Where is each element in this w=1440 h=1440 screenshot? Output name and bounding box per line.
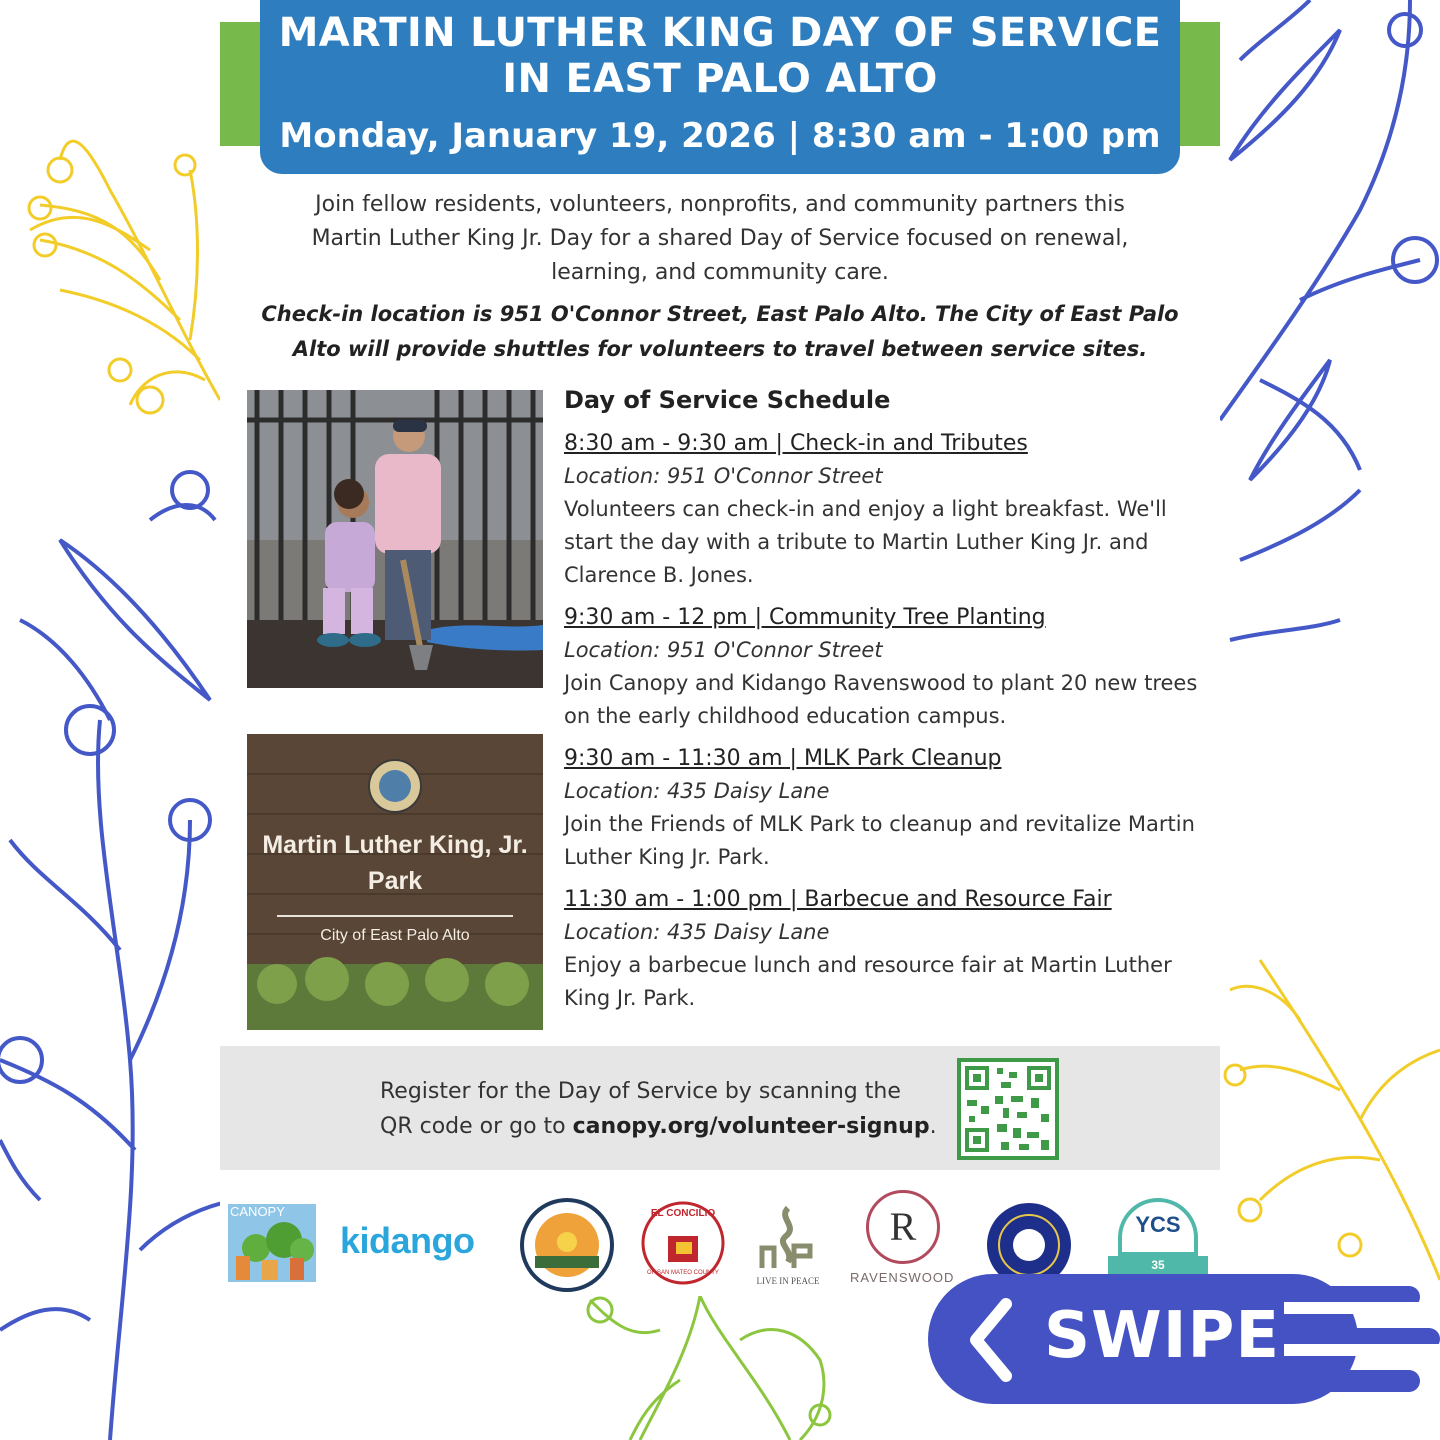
- schedule-section: [564, 382, 1204, 1015]
- park-sign-name-line1: Martin Luther King, Jr.: [262, 831, 528, 859]
- schedule-item: [564, 743, 1204, 874]
- schedule-item-description: Join the Friends of MLK Park to cleanup and revitalize Martin Luther King Jr. Park.: [564, 812, 1195, 869]
- intro-paragraph: Join fellow residents, volunteers, nonprofits, and community partners this Martin Luther King Jr. Day for a shared Day of Service focused on renewal, learning, and community care.: [311, 192, 1129, 285]
- ycs-text: YCS: [1118, 1198, 1198, 1256]
- city-of-east-palo-alto-seal: [520, 1198, 614, 1292]
- schedule-title: Day of Service Schedule: [564, 386, 891, 414]
- kidango-logo: kidango: [340, 1220, 475, 1261]
- schedule-item-heading: 9:30 am - 12 pm | Community Tree Planting: [564, 605, 1046, 630]
- registration-line2: [380, 1109, 960, 1144]
- schedule-item: [564, 602, 1204, 733]
- ycs-years: 35: [1108, 1256, 1208, 1274]
- checkin-note: Check-in location is 951 O'Connor Street, East Palo Alto. The City of East Palo Alto will provide shuttles for volunteers to travel between service sites.: [261, 302, 1179, 361]
- event-date-time: Monday, January 19, 2026 | 8:30 am - 1:00 pm: [279, 116, 1161, 156]
- schedule-item-heading: 9:30 am - 11:30 am | MLK Park Cleanup: [564, 746, 1002, 771]
- chevron-left-icon: [962, 1290, 1022, 1390]
- park-sign-name-line2: Park: [367, 867, 423, 895]
- swipe-label: SWIPE: [1044, 1299, 1281, 1373]
- ravenswood-name: RAVENSWOOD: [850, 1270, 955, 1285]
- registration-banner: [220, 1046, 1220, 1170]
- canopy-logo: [228, 1204, 316, 1282]
- schedule-item-description: Join Canopy and Kidango Ravenswood to plant 20 new trees on the early childhood education campus.: [564, 671, 1198, 728]
- flyer-title-line2: IN EAST PALO ALTO: [502, 56, 938, 102]
- el-concilio-logo: [638, 1198, 728, 1288]
- park-sign-city: City of East Palo Alto: [320, 927, 470, 944]
- registration-suffix: .: [929, 1114, 937, 1139]
- schedule-item-heading: 11:30 am - 1:00 pm | Barbecue and Resource Fair: [564, 887, 1112, 912]
- schedule-item-location: Location: 951 O'Connor Street: [564, 464, 883, 488]
- registration-url-link[interactable]: canopy.org/volunteer-signup: [572, 1114, 930, 1139]
- blue-vine-right: [1220, 0, 1437, 640]
- schedule-item: [564, 428, 1204, 592]
- canopy-logo-text: CANOPY: [230, 1204, 285, 1219]
- registration-text: [380, 1074, 960, 1144]
- registration-prefix: QR code or go to: [380, 1114, 573, 1139]
- live-in-peace-logo: [750, 1198, 826, 1292]
- yellow-vine-left: [29, 141, 220, 413]
- event-flyer: [220, 0, 1220, 1296]
- flyer-header: [260, 0, 1180, 174]
- schedule-item: [564, 884, 1204, 1015]
- el-concilio-sub: OF SAN MATEO COUNTY: [647, 1270, 719, 1276]
- schedule-item-description: Enjoy a barbecue lunch and resource fair at Martin Luther King Jr. Park.: [564, 953, 1172, 1010]
- schedule-item-location: Location: 435 Daisy Lane: [564, 779, 830, 803]
- schedule-item-description: Volunteers can check-in and enjoy a light breakfast. We'll start the day with a tribute to Martin Luther King Jr. and Clarence B. Jones.: [564, 497, 1167, 587]
- registration-qr-code[interactable]: [957, 1058, 1059, 1160]
- swipe-button[interactable]: [928, 1266, 1440, 1412]
- volunteer-planting-photo: [247, 390, 543, 688]
- mlk-park-sign-photo: [247, 734, 543, 1030]
- live-in-peace-text: LIVE IN PEACE: [756, 1276, 820, 1286]
- green-roots: [588, 1296, 830, 1440]
- flyer-title-line1: MARTIN LUTHER KING DAY OF SERVICE: [278, 10, 1162, 56]
- el-concilio-name: EL CONCILIO: [650, 1208, 716, 1219]
- schedule-item-location: Location: 435 Daisy Lane: [564, 920, 830, 944]
- schedule-item-location: Location: 951 O'Connor Street: [564, 638, 883, 662]
- ravenswood-letter: R: [866, 1190, 940, 1264]
- yellow-vine-right: [1225, 960, 1440, 1280]
- registration-line1: Register for the Day of Service by scanning the: [380, 1079, 901, 1104]
- schedule-item-heading: 8:30 am - 9:30 am | Check-in and Tributes: [564, 431, 1028, 456]
